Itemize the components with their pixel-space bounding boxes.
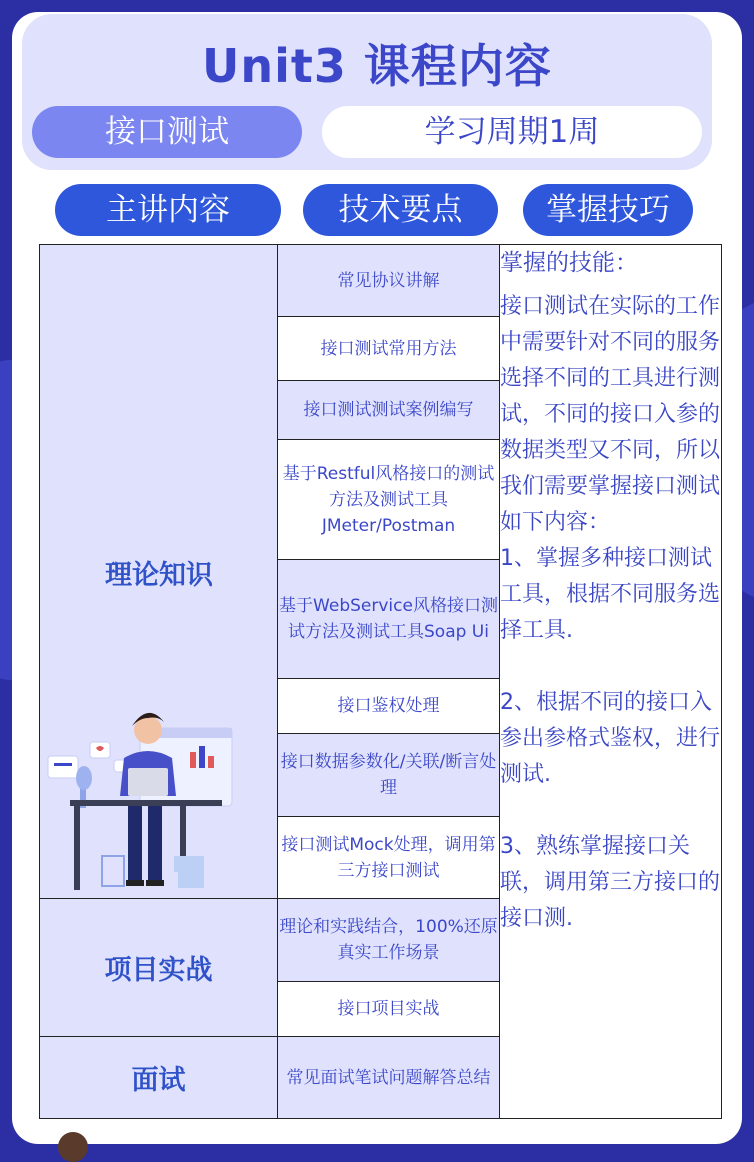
topic-cell: 接口测试测试案例编写 [278, 381, 500, 440]
module-pill: 接口测试 [32, 106, 302, 158]
table-row [40, 245, 722, 317]
avatar [58, 1132, 88, 1162]
skills-point-3: 3、熟练掌握接口关联，调用第三方接口的接口测. [500, 834, 721, 931]
skills-point-1: 1、掌握多种接口测试工具，根据不同服务选择工具. [500, 546, 721, 643]
topic-cell: 基于WebService风格接口测试方法及测试工具Soap Ui [278, 560, 500, 679]
skills-point-2: 2、根据不同的接口入参出参格式鉴权，进行测试. [500, 690, 721, 787]
skills-column [500, 245, 722, 1119]
header-tech-points: 技术要点 [303, 184, 498, 236]
topic-cell: 常见协议讲解 [278, 245, 500, 317]
header-skills: 掌握技巧 [523, 184, 693, 236]
header-main-content: 主讲内容 [55, 184, 281, 236]
skills-intro: 接口测试在实际的工作中需要针对不同的服务选择不同的工具进行测试，不同的接口入参的数据类型又不同，所以我们需要掌握接口测试如下内容： [500, 294, 721, 535]
category-label: 理论知识 [105, 560, 213, 591]
topic-cell: 接口测试Mock处理，调用第三方接口测试 [278, 817, 500, 899]
topic-cell: 基于Restful风格接口的测试方法及测试工具JMeter/Postman [278, 440, 500, 560]
topic-cell: 接口鉴权处理 [278, 679, 500, 734]
topic-cell: 常见面试笔试问题解答总结 [278, 1037, 500, 1119]
skills-heading: 掌握的技能： [500, 250, 638, 276]
topic-cell: 理论和实践结合，100%还原真实工作场景 [278, 899, 500, 982]
page-title: Unit3 课程内容 [202, 39, 552, 93]
category-project: 项目实战 [40, 899, 278, 1037]
topic-cell: 接口测试常用方法 [278, 317, 500, 381]
topic-cell: 接口数据参数化/关联/断言处理 [278, 734, 500, 817]
duration-pill: 学习周期1周 [322, 106, 702, 158]
developer-illustration [44, 708, 244, 894]
course-table [39, 244, 722, 1119]
topic-cell: 接口项目实战 [278, 982, 500, 1037]
category-interview: 面试 [40, 1037, 278, 1119]
